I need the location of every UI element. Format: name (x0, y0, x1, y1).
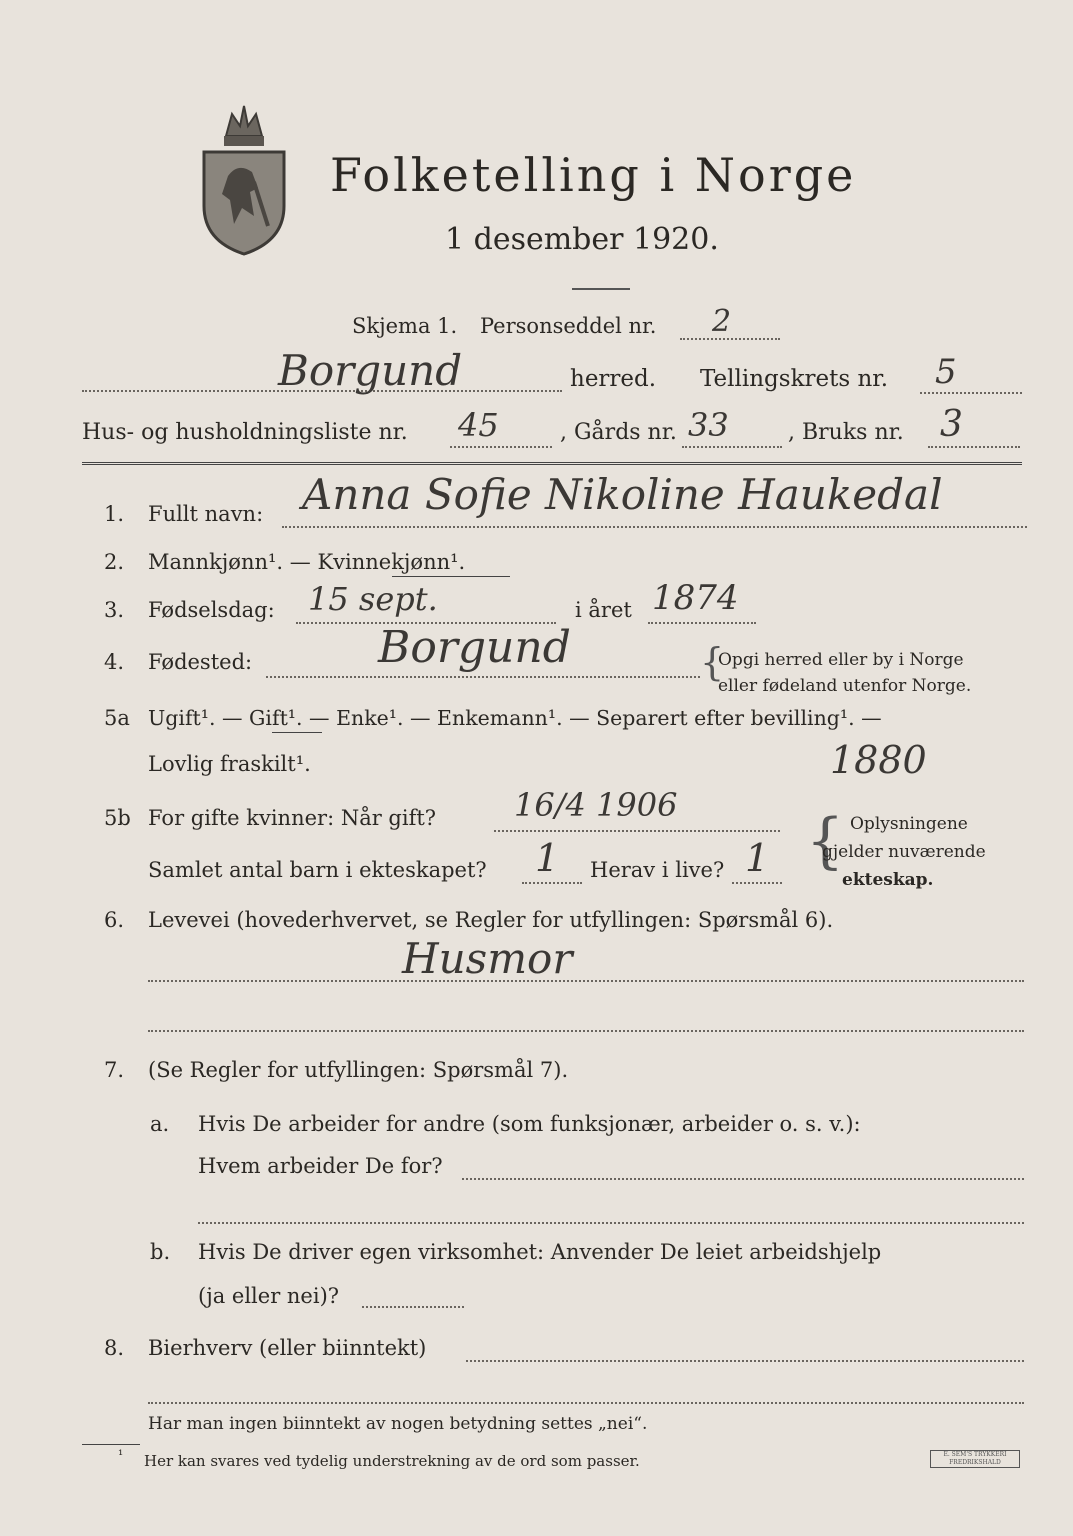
q7a-label-line1: Hvis De arbeider for andre (som funksjonær, arbeider o. s. v.): (198, 1112, 861, 1136)
q2-label: Mannkjønn¹. — Kvinnekjønn¹. (148, 550, 466, 574)
q4-value[interactable]: Borgund (378, 622, 571, 673)
q5b-note-line1: Oplysningene (850, 814, 968, 834)
q4-number: 4. (104, 650, 125, 674)
footnote-divider (82, 1444, 140, 1445)
q5a-extra-value[interactable]: 1880 (830, 738, 927, 782)
personseddel-label: Personseddel nr. (480, 314, 657, 338)
herred-value[interactable]: Borgund (278, 346, 463, 395)
q5b-children-value[interactable]: 1 (535, 836, 560, 880)
q1-number: 1. (104, 502, 125, 526)
q5a-label-line2: Lovlig fraskilt¹. (148, 752, 311, 776)
q7-label: (Se Regler for utfyllingen: Spørsmål 7). (148, 1058, 569, 1082)
q5b-note-brace: { (806, 806, 845, 876)
q3-year-value[interactable]: 1874 (652, 578, 739, 618)
q5b-label: For gifte kvinner: Når gift? (148, 806, 437, 830)
q4-note-line2: eller fødeland utenfor Norge. (718, 676, 972, 696)
q8-number: 8. (104, 1336, 125, 1360)
q5b-alive-value[interactable]: 1 (745, 836, 770, 880)
q2-underline (392, 576, 510, 577)
footnote-mark: ¹ (118, 1448, 124, 1463)
q7a-label-line2: Hvem arbeider De for? (198, 1154, 443, 1178)
q8-label: Bierhverv (eller biinntekt) (148, 1336, 427, 1360)
skjema-label: Skjema 1. (352, 314, 458, 338)
tellingskrets-value[interactable]: 5 (935, 352, 957, 392)
q5b-note-line3: ekteskap. (842, 870, 934, 890)
q5b-children-label: Samlet antal barn i ekteskapet? (148, 858, 487, 882)
q5b-note-line2: gjelder nuværende (822, 842, 986, 862)
q5b-value[interactable]: 16/4 1906 (514, 786, 678, 824)
tellingskrets-label: Tellingskrets nr. (700, 366, 889, 392)
hus-value[interactable]: 45 (458, 406, 499, 444)
printer-stamp: E. SEM'S TRYKKERI FREDRIKSHALD (930, 1450, 1020, 1468)
q3-number: 3. (104, 598, 125, 622)
gards-value[interactable]: 33 (688, 406, 729, 444)
coat-of-arms-icon (198, 96, 290, 256)
q2-number: 2. (104, 550, 125, 574)
footnote: Her kan svares ved tydelig understrekning av de ord som passer. (144, 1452, 640, 1470)
q7b-label-line1: Hvis De driver egen virksomhet: Anvender De leiet arbeidshjelp (198, 1240, 882, 1264)
q7b-label-line2: (ja eller nei)? (198, 1284, 340, 1308)
q1-value[interactable]: Anna Sofie Nikoline Haukedal (302, 470, 943, 519)
q7-number: 7. (104, 1058, 125, 1082)
hus-label: Hus- og husholdningsliste nr. (82, 420, 408, 445)
q3-year-label: i året (575, 598, 632, 622)
q7b-number: b. (150, 1240, 171, 1264)
q4-note-brace: { (700, 640, 725, 684)
q4-label: Fødested: (148, 650, 253, 674)
q4-note-line1: Opgi herred eller by i Norge (718, 650, 964, 670)
q5b-alive-label: Herav i live? (590, 858, 725, 882)
bruks-label: , Bruks nr. (788, 420, 904, 445)
q3-value[interactable]: 15 sept. (308, 580, 438, 618)
q6-number: 6. (104, 908, 125, 932)
q5b-number: 5b (104, 806, 131, 830)
q6-label: Levevei (hovederhvervet, se Regler for utfyllingen: Spørsmål 6). (148, 908, 834, 932)
page-title: Folketelling i Norge (330, 148, 857, 202)
gards-label: , Gårds nr. (560, 420, 677, 445)
title-divider (572, 288, 630, 290)
q5a-number: 5a (104, 706, 130, 730)
q7a-number: a. (150, 1112, 170, 1136)
census-date: 1 desember 1920. (445, 222, 719, 257)
q1-label: Fullt navn: (148, 502, 264, 526)
q6-value[interactable]: Husmor (402, 934, 573, 983)
bruks-value[interactable]: 3 (940, 404, 963, 445)
q5a-label-line1: Ugift¹. — Gift¹. — Enke¹. — Enkemann¹. — Separert efter bevilling¹. — (148, 706, 882, 730)
herred-label: herred. (570, 366, 657, 392)
q5a-underline (272, 732, 322, 733)
header-divider (82, 462, 1022, 465)
personseddel-value[interactable]: 2 (712, 304, 732, 339)
q8-note: Har man ingen biinntekt av nogen betydning settes „nei“. (148, 1414, 648, 1434)
q3-label: Fødselsdag: (148, 598, 275, 622)
